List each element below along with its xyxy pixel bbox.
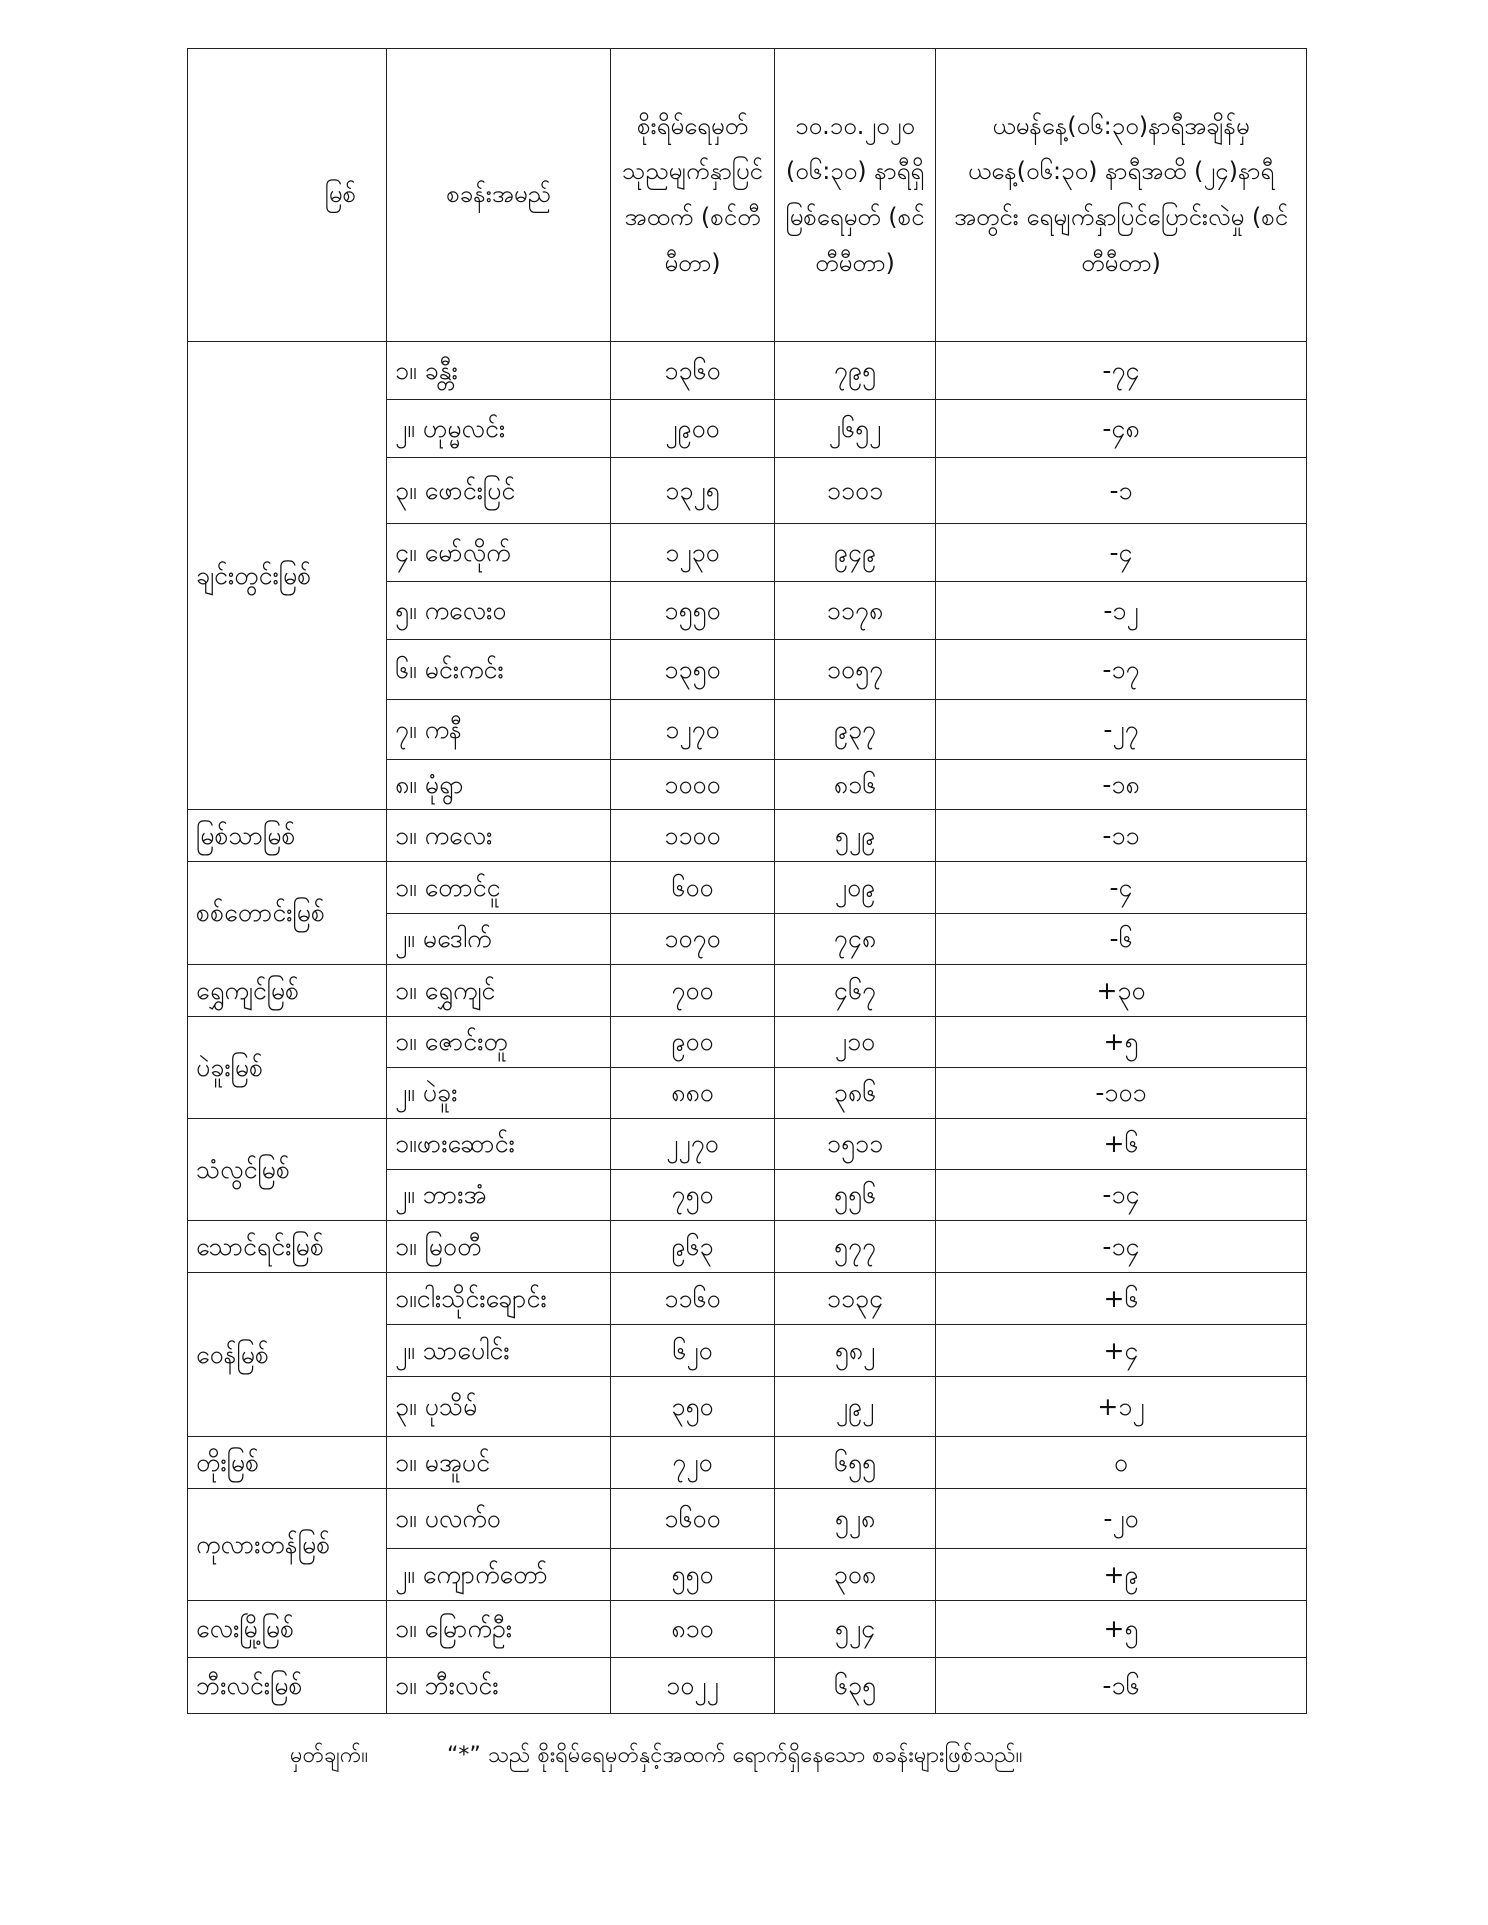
change-cell: -၄ [936,524,1307,582]
change-cell: -၁၂ [936,582,1307,640]
danger-level-cell: ၉၆၃ [611,1221,775,1273]
danger-level-cell: ၁၆၀၀ [611,1489,775,1549]
station-cell: ၁။ငါးသိုင်းချောင်း [387,1273,611,1325]
change-cell: +၉ [936,1549,1307,1601]
header-change: ယမန်နေ့(၀၆:၃၀)နာရီအချိန်မှ ယနေ့(၀၆:၃၀) နာရီအထိ (၂၄)နာရီအတွင်း ရေမျက်နှာပြင်ပြောင်းလဲမှု (စင်တီမီတာ) [936,49,1307,342]
danger-level-cell: ၁၃၆၀ [611,342,775,400]
change-cell: -၄၈ [936,400,1307,458]
change-cell: -၇၄ [936,342,1307,400]
table-row [188,1601,1307,1658]
river-name-cell: လေးမြို့မြစ် [188,1601,387,1658]
table-row [188,862,1307,914]
station-cell: ၂။ ဘားအံ [387,1170,611,1221]
danger-level-cell: ၇၀၀ [611,965,775,1017]
table-row [188,810,1307,862]
water-level-cell: ၁၁၃၄ [775,1273,936,1325]
station-cell: ၁။ တောင်ငူ [387,862,611,914]
river-name-cell: သံလွင်မြစ် [188,1119,387,1221]
danger-level-cell: ၅၅၀ [611,1549,775,1601]
danger-level-cell: ၉၀၀ [611,1017,775,1068]
header-river: မြစ် [188,49,387,342]
change-cell: +၃၀ [936,965,1307,1017]
danger-level-cell: ၁၂၃၀ [611,524,775,582]
station-cell: ၁။ ပလက်ဝ [387,1489,611,1549]
header-row [188,49,1307,342]
station-cell: ၁။ ရွှေကျင် [387,965,611,1017]
danger-level-cell: ၁၁၀၀ [611,810,775,862]
river-name-cell: ပဲခူးမြစ် [188,1017,387,1119]
water-level-cell: ၃၈၆ [775,1068,936,1119]
table-row [188,1273,1307,1325]
danger-level-cell: ၁၀၇၀ [611,914,775,965]
danger-level-cell: ၆၀၀ [611,862,775,914]
station-cell: ၃။ ပုသိမ် [387,1377,611,1437]
change-cell: -၂၇ [936,700,1307,760]
table-row [188,1489,1307,1549]
change-cell: -၄ [936,862,1307,914]
water-level-cell: ၅၅၆ [775,1170,936,1221]
water-level-cell: ၅၈၂ [775,1325,936,1377]
danger-level-cell: ၆၂၀ [611,1325,775,1377]
water-level-cell: ၅၂၉ [775,810,936,862]
change-cell: +၆ [936,1119,1307,1170]
danger-level-cell: ၃၅၀ [611,1377,775,1437]
water-level-cell: ၆၃၅ [775,1658,936,1714]
table-row [188,965,1307,1017]
station-cell: ၁။ မြောက်ဦး [387,1601,611,1658]
change-cell: -၁၈ [936,760,1307,810]
danger-level-cell: ၁၁၆၀ [611,1273,775,1325]
water-level-cell: ၅၇၇ [775,1221,936,1273]
station-cell: ၁။ ခန္တီး [387,342,611,400]
station-cell: ၂။ မဒေါက် [387,914,611,965]
change-cell: -၂၀ [936,1489,1307,1549]
station-cell: ၁။ ဘီးလင်း [387,1658,611,1714]
change-cell: -၁၀၁ [936,1068,1307,1119]
water-level-cell: ၇၄၈ [775,914,936,965]
river-name-cell: ရွှေကျင်မြစ် [188,965,387,1017]
water-level-cell: ၂၁၀ [775,1017,936,1068]
station-cell: ၂။ သာပေါင်း [387,1325,611,1377]
water-level-cell: ၁၀၅၇ [775,640,936,700]
station-cell: ၂။ ကျောက်တော် [387,1549,611,1601]
table-row [188,1658,1307,1714]
change-cell: -၁၁ [936,810,1307,862]
danger-level-cell: ၂၉၀၀ [611,400,775,458]
station-cell: ၂။ ဟုမ္မလင်း [387,400,611,458]
table-body [188,342,1307,1714]
change-cell: +၅ [936,1601,1307,1658]
station-cell: ၄။ မော်လိုက် [387,524,611,582]
station-cell: ၁။ မအူပင် [387,1437,611,1489]
footnote [290,1740,1290,1773]
danger-level-cell: ၁၀၂၂ [611,1658,775,1714]
change-cell: -၆ [936,914,1307,965]
header-danger-level: စိုးရိမ်ရေမှတ် သုညမျက်နှာပြင်အထက် (စင်တီမီတာ) [611,49,775,342]
change-cell: +၆ [936,1273,1307,1325]
change-cell: +၄ [936,1325,1307,1377]
header-station: စခန်းအမည် [387,49,611,342]
change-cell: ၀ [936,1437,1307,1489]
river-name-cell: ကုလားတန်မြစ် [188,1489,387,1601]
danger-level-cell: ၁၀၀၀ [611,760,775,810]
station-cell: ၇။ ကနီ [387,700,611,760]
water-level-cell: ၁၅၁၁ [775,1119,936,1170]
water-level-cell: ၉၄၉ [775,524,936,582]
water-level-cell: ၈၁၆ [775,760,936,810]
footnote-label: မှတ်ချက်။ [290,1743,369,1768]
table-row [188,1119,1307,1170]
station-cell: ၁။ ကလေး [387,810,611,862]
river-name-cell: မြစ်သာမြစ် [188,810,387,862]
danger-level-cell: ၈၁၀ [611,1601,775,1658]
river-name-cell: ချင်းတွင်းမြစ် [188,342,387,810]
table-row [188,1017,1307,1068]
danger-level-cell: ၁၃၅၀ [611,640,775,700]
station-cell: ၁။ ဇောင်းတူ [387,1017,611,1068]
water-level-cell: ၃၀၈ [775,1549,936,1601]
water-level-cell: ၆၅၅ [775,1437,936,1489]
water-level-table [187,48,1307,1714]
danger-level-cell: ၁၃၂၅ [611,458,775,524]
station-cell: ၂။ ပဲခူး [387,1068,611,1119]
river-name-cell: သောင်ရင်းမြစ် [188,1221,387,1273]
station-cell: ၃။ ဖောင်းပြင် [387,458,611,524]
river-name-cell: ဝေန်မြစ် [188,1273,387,1437]
footnote-text: “*” သည် စိုးရိမ်ရေမှတ်နှင့်အထက် ရောက်ရှိနေသော စခန်းများဖြစ်သည်။ [447,1743,1023,1768]
danger-level-cell: ၁၂၇၀ [611,700,775,760]
station-cell: ၈။ မုံရွာ [387,760,611,810]
change-cell: +၅ [936,1017,1307,1068]
water-level-cell: ၅၂၈ [775,1489,936,1549]
change-cell: -၁၄ [936,1221,1307,1273]
change-cell: -၁၄ [936,1170,1307,1221]
water-level-cell: ၂၀၉ [775,862,936,914]
change-cell: +၁၂ [936,1377,1307,1437]
station-cell: ၁။ဖားဆောင်း [387,1119,611,1170]
river-name-cell: ဘီးလင်းမြစ် [188,1658,387,1714]
station-cell: ၆။ မင်းကင်း [387,640,611,700]
change-cell: -၁၆ [936,1658,1307,1714]
water-level-cell: ၁၁၀၁ [775,458,936,524]
table-row [188,1221,1307,1273]
table-row [188,342,1307,400]
water-level-cell: ၅၂၄ [775,1601,936,1658]
station-cell: ၁။ မြဝတီ [387,1221,611,1273]
change-cell: -၁ [936,458,1307,524]
water-level-cell: ၂၆၅၂ [775,400,936,458]
water-level-cell: ၂၉၂ [775,1377,936,1437]
danger-level-cell: ၁၅၅၀ [611,582,775,640]
water-level-cell: ၁၁၇၈ [775,582,936,640]
table-row [188,1437,1307,1489]
station-cell: ၅။ ကလေးဝ [387,582,611,640]
river-name-cell: စစ်တောင်းမြစ် [188,862,387,965]
danger-level-cell: ၂၂၇၀ [611,1119,775,1170]
river-name-cell: တိုးမြစ် [188,1437,387,1489]
water-level-cell: ၉၃၇ [775,700,936,760]
danger-level-cell: ၈၈၀ [611,1068,775,1119]
change-cell: -၁၇ [936,640,1307,700]
header-water-level: ၁၀.၁၀.၂၀၂၀ (၀၆:၃၀) နာရီရှိ မြစ်ရေမှတ် (စင်တီမီတာ) [775,49,936,342]
danger-level-cell: ၇၅၀ [611,1170,775,1221]
danger-level-cell: ၇၂၀ [611,1437,775,1489]
water-level-cell: ၇၉၅ [775,342,936,400]
water-level-cell: ၄၆၇ [775,965,936,1017]
